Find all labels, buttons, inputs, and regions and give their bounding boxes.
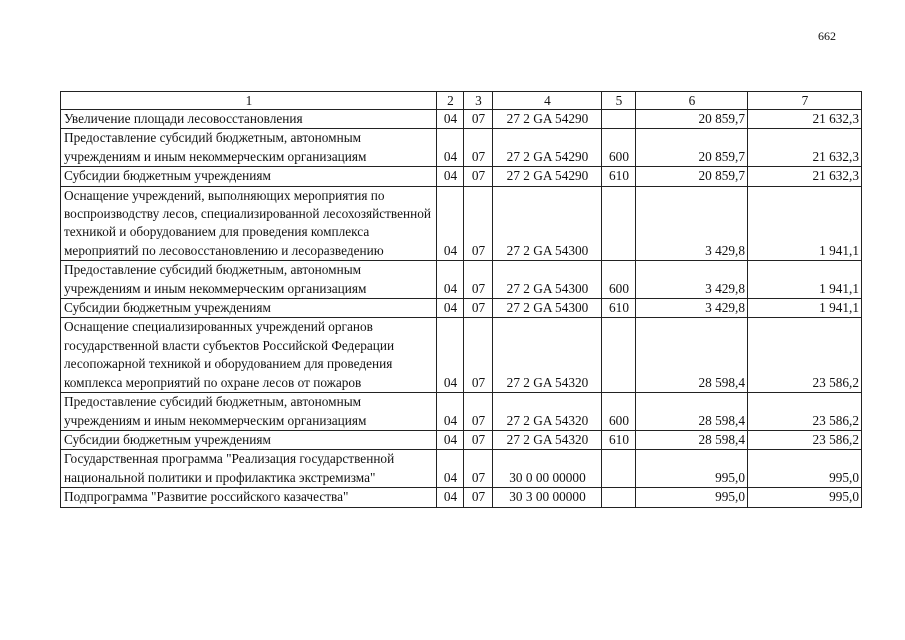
table-row <box>61 167 862 186</box>
subsection-code: 07 <box>464 393 493 431</box>
amount-col-7: 23 586,2 <box>748 393 862 431</box>
subsection-code: 07 <box>464 186 493 261</box>
amount-col-7: 995,0 <box>748 450 862 488</box>
target-article-code: 27 2 GA 54290 <box>493 167 602 186</box>
expense-type-code <box>602 450 636 488</box>
budget-table <box>60 91 862 508</box>
expense-type-code: 600 <box>602 261 636 299</box>
amount-col-7: 23 586,2 <box>748 430 862 449</box>
amount-col-6: 995,0 <box>636 488 748 507</box>
target-article-code: 27 2 GA 54290 <box>493 129 602 167</box>
expense-type-code: 610 <box>602 299 636 318</box>
amount-col-7: 23 586,2 <box>748 318 862 393</box>
amount-col-6: 20 859,7 <box>636 167 748 186</box>
amount-col-6: 3 429,8 <box>636 186 748 261</box>
amount-col-7: 1 941,1 <box>748 261 862 299</box>
row-name: Государственная программа "Реализация государственной национальной политики и профилактика экстремизма" <box>61 450 437 488</box>
expense-type-code: 600 <box>602 129 636 167</box>
amount-col-6: 20 859,7 <box>636 129 748 167</box>
target-article-code: 30 0 00 00000 <box>493 450 602 488</box>
section-code: 04 <box>437 318 464 393</box>
section-code: 04 <box>437 167 464 186</box>
amount-col-7: 1 941,1 <box>748 299 862 318</box>
expense-type-code: 600 <box>602 393 636 431</box>
expense-type-code <box>602 318 636 393</box>
table-row <box>61 450 862 488</box>
section-code: 04 <box>437 186 464 261</box>
subsection-code: 07 <box>464 129 493 167</box>
expense-type-code <box>602 488 636 507</box>
target-article-code: 27 2 GA 54320 <box>493 430 602 449</box>
subsection-code: 07 <box>464 430 493 449</box>
table-row <box>61 393 862 431</box>
amount-col-6: 3 429,8 <box>636 261 748 299</box>
amount-col-6: 28 598,4 <box>636 430 748 449</box>
amount-col-7: 995,0 <box>748 488 862 507</box>
expense-type-code <box>602 110 636 129</box>
column-header-7: 7 <box>748 92 862 110</box>
table-row <box>61 318 862 393</box>
expense-type-code <box>602 186 636 261</box>
row-name: Субсидии бюджетным учреждениям <box>61 299 437 318</box>
row-name: Субсидии бюджетным учреждениям <box>61 167 437 186</box>
column-header-6: 6 <box>636 92 748 110</box>
target-article-code: 30 3 00 00000 <box>493 488 602 507</box>
amount-col-6: 20 859,7 <box>636 110 748 129</box>
row-name: Оснащение специализированных учреждений органов государственной власти субъектов Российской Федерации лесопожарной техникой и оборудованием для проведения комплекса мероприятий по охране лесов от пожаров <box>61 318 437 393</box>
subsection-code: 07 <box>464 318 493 393</box>
amount-col-7: 1 941,1 <box>748 186 862 261</box>
section-code: 04 <box>437 129 464 167</box>
table-header-row <box>61 92 862 110</box>
section-code: 04 <box>437 261 464 299</box>
page-number: 662 <box>818 29 836 43</box>
column-header-3: 3 <box>464 92 493 110</box>
column-header-5: 5 <box>602 92 636 110</box>
row-name: Предоставление субсидий бюджетным, автономным учреждениям и иным некоммерческим организациям <box>61 129 437 167</box>
row-name: Предоставление субсидий бюджетным, автономным учреждениям и иным некоммерческим организациям <box>61 393 437 431</box>
subsection-code: 07 <box>464 261 493 299</box>
table-row <box>61 299 862 318</box>
row-name: Подпрограмма "Развитие российского казачества" <box>61 488 437 507</box>
table-row <box>61 110 862 129</box>
subsection-code: 07 <box>464 488 493 507</box>
table-row <box>61 488 862 507</box>
row-name: Оснащение учреждений, выполняющих мероприятия по воспроизводству лесов, специализированной лесохозяйственной техникой и оборудованием для проведения комплекса мероприятий по лесовосстановлению и лесоразведению <box>61 186 437 261</box>
amount-col-6: 28 598,4 <box>636 318 748 393</box>
section-code: 04 <box>437 299 464 318</box>
amount-col-7: 21 632,3 <box>748 110 862 129</box>
table-row <box>61 261 862 299</box>
amount-col-7: 21 632,3 <box>748 167 862 186</box>
target-article-code: 27 2 GA 54300 <box>493 299 602 318</box>
expense-type-code: 610 <box>602 430 636 449</box>
subsection-code: 07 <box>464 110 493 129</box>
subsection-code: 07 <box>464 299 493 318</box>
section-code: 04 <box>437 450 464 488</box>
target-article-code: 27 2 GA 54290 <box>493 110 602 129</box>
table-row <box>61 129 862 167</box>
amount-col-6: 3 429,8 <box>636 299 748 318</box>
table-row <box>61 430 862 449</box>
target-article-code: 27 2 GA 54320 <box>493 318 602 393</box>
section-code: 04 <box>437 488 464 507</box>
row-name: Субсидии бюджетным учреждениям <box>61 430 437 449</box>
subsection-code: 07 <box>464 450 493 488</box>
table-row <box>61 186 862 261</box>
target-article-code: 27 2 GA 54300 <box>493 261 602 299</box>
column-header-1: 1 <box>61 92 437 110</box>
subsection-code: 07 <box>464 167 493 186</box>
row-name: Увеличение площади лесовосстановления <box>61 110 437 129</box>
amount-col-6: 995,0 <box>636 450 748 488</box>
target-article-code: 27 2 GA 54300 <box>493 186 602 261</box>
amount-col-7: 21 632,3 <box>748 129 862 167</box>
column-header-4: 4 <box>493 92 602 110</box>
section-code: 04 <box>437 430 464 449</box>
amount-col-6: 28 598,4 <box>636 393 748 431</box>
row-name: Предоставление субсидий бюджетным, автономным учреждениям и иным некоммерческим организациям <box>61 261 437 299</box>
column-header-2: 2 <box>437 92 464 110</box>
target-article-code: 27 2 GA 54320 <box>493 393 602 431</box>
section-code: 04 <box>437 393 464 431</box>
expense-type-code: 610 <box>602 167 636 186</box>
section-code: 04 <box>437 110 464 129</box>
